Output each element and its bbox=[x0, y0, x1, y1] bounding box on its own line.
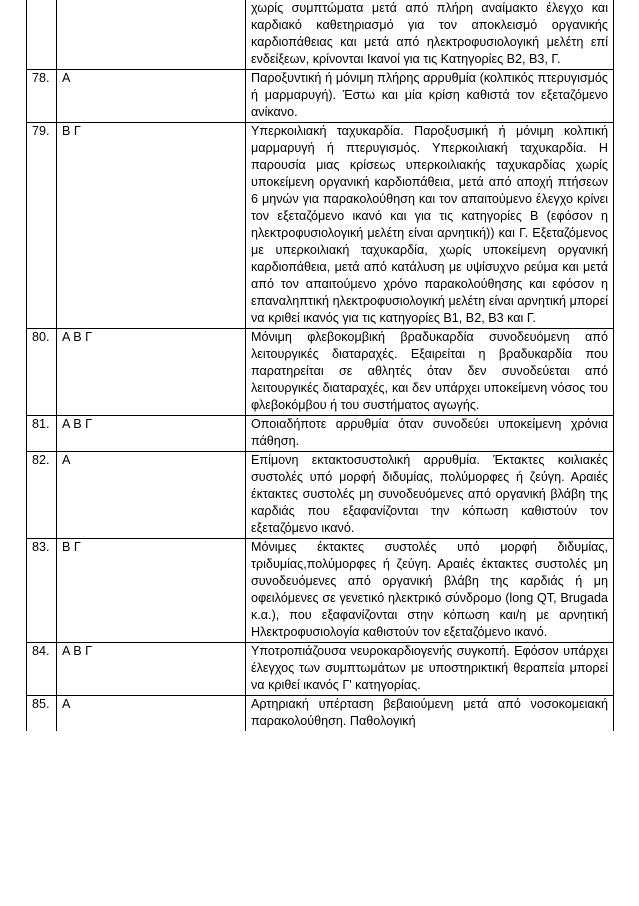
table-row bbox=[27, 539, 614, 643]
table-row bbox=[27, 696, 614, 732]
table-row bbox=[27, 0, 614, 70]
row-category bbox=[57, 0, 246, 70]
row-category: Α Β Γ bbox=[57, 416, 246, 452]
row-category: Α bbox=[57, 696, 246, 732]
row-number: 78. bbox=[27, 70, 57, 123]
row-description: Οποιαδήποτε αρρυθμία όταν συνοδεύει υποκείμενη χρόνια πάθηση. bbox=[246, 416, 614, 452]
table-row bbox=[27, 643, 614, 696]
criteria-table bbox=[26, 0, 614, 731]
row-category: Β Γ bbox=[57, 539, 246, 643]
table-row bbox=[27, 123, 614, 329]
row-description: Υποτροπιάζουσα νευροκαρδιογενής συγκοπή. Εφόσον υπάρχει έλεγχος των συμπτωμάτων με υποστηρικτική θεραπεία μπορεί να κριθεί ικανός Γ' κατηγορίας. bbox=[246, 643, 614, 696]
row-description: Μόνιμες έκτακτες συστολές υπό μορφή διδυμίας, τριδυμίας,πολύμορφες ή ζεύγη. Αραιές έκτακτες συστολές μη συνοδευόμενες από οργανική βλάβη της καρδιάς ή μη οφειλόμενες σε γενετικό ηλεκτρικό σύνδρομο (long QT, Brugada κ.α.), που εξαφανίζονται στην κόπωση και/η με αρνητική Ηλεκτροφυσιολογία καθιστούν τον εξεταζόμενο ικανό. bbox=[246, 539, 614, 643]
row-number: 80. bbox=[27, 329, 57, 416]
table-row bbox=[27, 416, 614, 452]
row-number: 79. bbox=[27, 123, 57, 329]
row-number: 83. bbox=[27, 539, 57, 643]
row-category: Α Β Γ bbox=[57, 643, 246, 696]
row-description: Παροξυντική ή μόνιμη πλήρης αρρυθμία (κολπικός πτερυγισμός ή μαρμαρυγή). Έστω και μία κρίση καθιστά τον εξεταζόμενο ανίκανο. bbox=[246, 70, 614, 123]
row-category: Β Γ bbox=[57, 123, 246, 329]
row-number: 81. bbox=[27, 416, 57, 452]
row-number: 85. bbox=[27, 696, 57, 732]
table-row bbox=[27, 452, 614, 539]
row-number: 84. bbox=[27, 643, 57, 696]
row-number: 82. bbox=[27, 452, 57, 539]
table-row bbox=[27, 329, 614, 416]
row-description: Αρτηριακή υπέρταση βεβαιούμενη μετά από νοσοκομειακή παρακολούθηση. Παθολογική bbox=[246, 696, 614, 732]
row-category: Α bbox=[57, 452, 246, 539]
row-description: Μόνιμη φλεβοκομβική βραδυκαρδία συνοδευόμενη από λειτουργικές διαταραχές. Εξαιρείται η βραδυκαρδία που παρατηρείται σε αθλητές όταν δεν συνοδεύεται από λειτουργικές διαταραχές, και δεν υπάρχει υποκείμενη νόσος του φλεβοκόμβου ή του συστήματος αγωγής. bbox=[246, 329, 614, 416]
row-description: Επίμονη εκτακτοσυστολική αρρυθμία. Έκτακτες κοιλιακές συστολές υπό μορφή διδυμίας, πολύμορφες ή ζεύγη. Αραιές έκτακτες συστολές μη συνοδευόμενες από οργανική βλάβη της καρδιάς που εξαφανίζονται την κόπωση καθιστούν τον εξεταζόμενο ικανό. bbox=[246, 452, 614, 539]
row-category: Α bbox=[57, 70, 246, 123]
row-description: χωρίς συμπτώματα μετά από πλήρη αναίμακτο έλεγχο και καρδιακό καθετηριασμό για τον αποκλεισμό οργανικής καρδιοπάθειας και μετά από ηλεκτροφυσιολογική μελέτη επί ενδείξεων, κρίνονται Ικανοί για τις Κατηγορίες B2, B3, Γ. bbox=[246, 0, 614, 70]
table-row bbox=[27, 70, 614, 123]
row-category: Α Β Γ bbox=[57, 329, 246, 416]
row-number bbox=[27, 0, 57, 70]
row-description: Υπερκοιλιακή ταχυκαρδία. Παροξυσμική ή μόνιμη κολπική μαρμαρυγή ή πτερυγισμός. Υπερκοιλιακή ταχυκαρδία. Η παρουσία μιας κρίσεως υπερκοιλιακής ταχυκαρδίας χωρίς υποκείμενη οργανική καρδιοπάθεια, μετά από αποχή πτήσεων 6 μηνών για παρακολούθηση και τον απαιτούμενο έλεγχο κρίνει τον εξεταζόμενο ικανό και για τις κατηγορίες Β (εφόσον η ηλεκτροφυσιολογική μελέτη είναι αρνητική)) και Γ. Εξεταζόμενος με υπερκοιλιακή ταχυκαρδία, χωρίς υποκείμενη οργανική καρδιοπάθεια, μετά από κατάλυση με υψίσυχνο ρεύμα και μετά από τον απαιτούμενο χρόνο παρακολούθησης και εφόσον η επαναληπτική ηλεκτροφυσιολογική μελέτη είναι αρνητική μπορεί να κριθεί ικανός για τις κατηγορίες B1, B2, B3 και Γ. bbox=[246, 123, 614, 329]
